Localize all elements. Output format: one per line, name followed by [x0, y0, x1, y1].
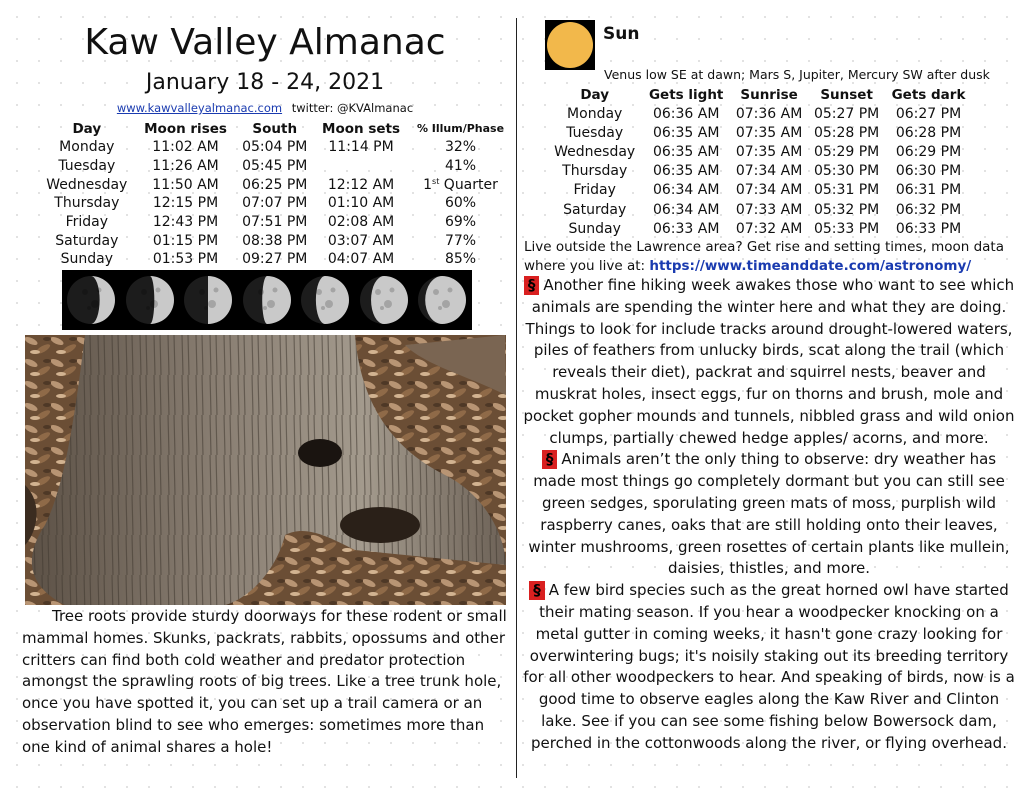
moon-south-cell: 05:04 PM: [242, 139, 308, 156]
moon-crater: [214, 288, 219, 293]
illum-cell: 85%: [444, 251, 477, 268]
moon-phase-graphic: [358, 274, 410, 326]
moon-crater: [155, 288, 160, 293]
sunrise-cell: 07:34 AM: [735, 163, 803, 180]
planets-note: Venus low SE at dawn; Mars S, Jupiter, Mercury SW after dusk: [604, 67, 990, 82]
moon-crater: [448, 288, 453, 293]
paragraph-text: Animals aren’t the only thing to observe: dry weather has made most things go completely dormant but you can still see green sedges, sporulating green mats of moss, purplish wild raspberry canes, oaks that are still holding onto their leaves, winter mushrooms, green rosettes of certain plants like mullein, daisies, thistles, and more.: [528, 450, 1010, 578]
header-illum-phase: % Illum/Phase: [416, 122, 505, 135]
header-day: Day: [580, 86, 610, 103]
moon-phase-graphic: [416, 274, 468, 326]
table-row: [38, 138, 513, 157]
moon-crater: [389, 288, 394, 293]
illum-cell: 32%: [444, 139, 477, 156]
table-row: [547, 104, 972, 123]
moon-lit-portion: [316, 276, 349, 324]
moon-crater: [199, 289, 205, 295]
moon-rise-cell: 11:02 AM: [152, 139, 219, 156]
table-row: [547, 123, 972, 142]
moon-crater: [380, 306, 384, 310]
table-row: [547, 219, 972, 238]
sun-disc: [545, 20, 595, 70]
moon-lit-portion: [262, 276, 291, 324]
live-elsewhere-note: [524, 238, 1016, 276]
sunrise-cell: 07:35 AM: [735, 143, 803, 160]
moon-phase-icon: [296, 270, 355, 330]
table-row: [547, 181, 972, 200]
day-cell: Thursday: [562, 163, 628, 180]
moon-phase-icon: [413, 270, 472, 330]
header-gets-light: Gets light: [648, 86, 724, 103]
day-cell: Tuesday: [566, 124, 624, 141]
moon-south-cell: 08:38 PM: [242, 232, 308, 249]
table-row: [38, 213, 513, 232]
gets-dark-cell: 06:33 PM: [895, 220, 962, 237]
header-sunrise: Sunrise: [740, 86, 798, 103]
gets-light-cell: 06:35 AM: [652, 124, 720, 141]
gets-light-cell: 06:35 AM: [652, 163, 720, 180]
section-mark-icon: §: [524, 276, 540, 295]
section-mark-icon: §: [542, 450, 558, 469]
header-day: Day: [72, 120, 102, 137]
sunset-cell: 05:31 PM: [813, 182, 880, 199]
moon-rise-cell: 12:43 PM: [152, 214, 219, 231]
moon-rise-cell: 11:50 AM: [152, 176, 219, 193]
header-gets-dark: Gets dark: [891, 86, 966, 103]
sunrise-cell: 07:33 AM: [735, 201, 803, 218]
column-divider: [516, 18, 517, 778]
moon-crater: [331, 288, 336, 293]
moon-phase-icon: [355, 270, 414, 330]
sunrise-cell: 07:36 AM: [735, 105, 803, 122]
illum-cell: 77%: [444, 232, 477, 249]
day-cell: Wednesday: [554, 143, 636, 160]
paragraph-hiking: [522, 275, 1016, 449]
illum-cell: [408, 175, 513, 194]
gets-dark-cell: 06:29 PM: [895, 143, 962, 160]
moon-crater: [316, 289, 322, 295]
moon-crater: [267, 300, 275, 308]
moon-table: [38, 119, 513, 269]
sun-table-header: [547, 85, 972, 104]
header-sunset: Sunset: [820, 86, 873, 103]
gets-light-cell: 06:34 AM: [652, 182, 720, 199]
date-range: January 18 - 24, 2021: [145, 70, 385, 95]
illum-cell: 69%: [444, 214, 477, 231]
moon-south-cell: 07:51 PM: [242, 214, 308, 231]
moon-rise-cell: 11:26 AM: [152, 158, 219, 175]
sunset-cell: 05:33 PM: [813, 220, 880, 237]
moon-crater: [442, 300, 450, 308]
gets-light-cell: 06:34 AM: [652, 201, 720, 218]
moon-crater: [433, 289, 439, 295]
moon-set-cell: 02:08 AM: [327, 214, 395, 231]
moon-south-cell: 09:27 PM: [242, 251, 308, 268]
table-row: [38, 157, 513, 176]
paragraph-plants: [522, 449, 1016, 580]
moon-phase-graphic: [299, 274, 351, 326]
day-cell: Tuesday: [58, 158, 116, 175]
table-row: [38, 231, 513, 250]
table-row: [547, 142, 972, 161]
moon-crater: [375, 289, 381, 295]
table-row: [547, 162, 972, 181]
paragraph-birds: [522, 580, 1016, 754]
header-moon-rises: Moon rises: [144, 120, 227, 137]
table-row: [38, 250, 513, 269]
moon-south-cell: 06:25 PM: [242, 176, 308, 193]
moon-phase-graphic: [124, 274, 176, 326]
moon-crater: [146, 306, 150, 310]
gets-dark-cell: 06:32 PM: [895, 201, 962, 218]
day-cell: Monday: [567, 105, 623, 122]
almanac-title: Kaw Valley Almanac: [84, 22, 446, 63]
moon-lit-portion: [425, 276, 466, 324]
day-cell: Saturday: [55, 232, 119, 249]
moon-crater: [82, 289, 88, 295]
day-cell: Sunday: [60, 251, 114, 268]
moon-crater: [263, 306, 267, 310]
moon-crater: [438, 306, 442, 310]
tree-roots-image: [25, 335, 506, 605]
header-moon-sets: Moon sets: [322, 120, 401, 137]
day-cell: Friday: [573, 182, 616, 199]
day-cell: Saturday: [563, 201, 627, 218]
moon-phase-graphic: [65, 274, 117, 326]
website-link[interactable]: www.kawvalleyalmanac.com: [116, 101, 283, 115]
gets-light-cell: 06:33 AM: [652, 220, 720, 237]
moon-set-cell: 03:07 AM: [327, 232, 395, 249]
gets-dark-cell: 06:28 PM: [895, 124, 962, 141]
moon-crater: [384, 300, 392, 308]
photo-caption: Tree roots provide sturdy doorways for these rodent or small mammal homes. Skunks, packrats, rabbits, opossums and other critters can find both cold weather and predator protection amongst the sprawling roots of big trees. Like a tree trunk hole, once you have spotted it, you can set up a trail camera or an observation blind to see who emerges: sometimes more than one kind of animal shares a hole!: [22, 607, 507, 756]
day-cell: Wednesday: [46, 176, 128, 193]
moon-south-cell: 05:45 PM: [242, 158, 308, 175]
sunset-cell: 05:30 PM: [813, 163, 880, 180]
gets-dark-cell: 06:31 PM: [895, 182, 962, 199]
tree-roots-photo: [25, 335, 506, 605]
sunset-cell: 05:32 PM: [813, 201, 880, 218]
moon-crater: [321, 306, 325, 310]
sunrise-cell: 07:32 AM: [735, 220, 803, 237]
illum-cell: 60%: [444, 195, 477, 212]
section-mark-icon: §: [529, 581, 545, 600]
sunset-cell: 05:28 PM: [813, 124, 880, 141]
moon-phase-strip: [62, 270, 472, 330]
moon-crater: [204, 306, 208, 310]
moon-crater: [87, 306, 91, 310]
moon-crater: [91, 300, 99, 308]
moon-lit-portion: [208, 276, 232, 324]
moon-table-header: [38, 119, 513, 138]
day-cell: Friday: [65, 214, 109, 231]
moon-set-cell: 01:10 AM: [327, 195, 395, 212]
twitter-handle: twitter: @KVAlmanac: [291, 101, 414, 115]
moon-set-cell: 11:14 PM: [328, 139, 394, 156]
paragraph-text: Another fine hiking week awakes those who want to see which animals are spending the winter here and what they are doing. Things to look for include tracks around drought-lowered waters, piles of feathers from unlucky birds, scat along the trail (which reveals their diet), packrat and squirrel nests, beaver and muskrat holes, insect eggs, fur on thorns and brush, mole and pocket gopher mounds and tunnels, nibbled grass and wild onion clumps, partially chewed hedge apples/ acorns, and more.: [523, 276, 1015, 447]
sun-heading: Sun: [603, 24, 640, 44]
moon-crater: [258, 289, 264, 295]
moon-phase-graphic: [241, 274, 293, 326]
sunrise-cell: 07:34 AM: [735, 182, 803, 199]
day-cell: Sunday: [568, 220, 621, 237]
moon-phase-icon: [238, 270, 297, 330]
moon-phase-icon: [121, 270, 180, 330]
table-row: [38, 175, 513, 194]
sun-table: [547, 85, 972, 238]
timeanddate-link[interactable]: https://www.timeanddate.com/astronomy/: [649, 258, 972, 274]
sunrise-cell: 07:35 AM: [735, 124, 803, 141]
live-elsewhere-text: Live outside the Lawrence area? Get rise and setting times, moon data where you live at:: [524, 239, 1005, 274]
moon-crater: [141, 289, 147, 295]
moon-set-cell: 04:07 AM: [327, 251, 395, 268]
moon-set-cell: [314, 157, 408, 176]
moon-set-cell: 12:12 AM: [327, 176, 395, 193]
gets-dark-cell: 06:30 PM: [895, 163, 962, 180]
moon-crater: [150, 300, 158, 308]
phase-ordinal: st: [432, 176, 440, 186]
moon-crater: [97, 288, 102, 293]
phase-number: 1: [423, 176, 433, 193]
moon-phase-graphic: [182, 274, 234, 326]
table-row: [547, 200, 972, 219]
sun-icon: [545, 20, 595, 70]
gets-light-cell: 06:35 AM: [652, 143, 720, 160]
article-body: [522, 275, 1016, 755]
sunset-cell: 05:27 PM: [813, 105, 880, 122]
gets-dark-cell: 06:27 PM: [895, 105, 962, 122]
moon-lit-portion: [371, 276, 408, 324]
moon-crater: [325, 300, 333, 308]
header-links: [0, 101, 530, 115]
phase-name: Quarter: [439, 176, 498, 193]
moon-crater: [272, 288, 277, 293]
day-cell: Thursday: [54, 195, 120, 212]
gets-light-cell: 06:36 AM: [652, 105, 720, 122]
paragraph-text: A few bird species such as the great horned owl have started their mating season. If you hear a woodpecker knocking on a metal gutter in coming weeks, it hasn't gone crazy looking for overwintering bugs; it's noisily staking out its breeding territory for all other woodpeckers to hear. And speaking of birds, now is a good time to observe eagles along the Kaw River and Clinton lake. See if you can see some fishing below Bowersock dam, perched in the cottonwoods along the river, or flying overhead.: [523, 581, 1015, 752]
day-cell: Monday: [59, 139, 115, 156]
illum-cell: 41%: [444, 158, 477, 175]
sunset-cell: 05:29 PM: [813, 143, 880, 160]
moon-crater: [208, 300, 216, 308]
table-row: [38, 194, 513, 213]
moon-rise-cell: 01:53 PM: [152, 251, 219, 268]
moon-phase-icon: [62, 270, 121, 330]
moon-south-cell: 07:07 PM: [242, 195, 308, 212]
header-south: South: [252, 120, 298, 137]
moon-rise-cell: 01:15 PM: [152, 232, 219, 249]
moon-rise-cell: 12:15 PM: [152, 195, 219, 212]
moon-phase-icon: [179, 270, 238, 330]
